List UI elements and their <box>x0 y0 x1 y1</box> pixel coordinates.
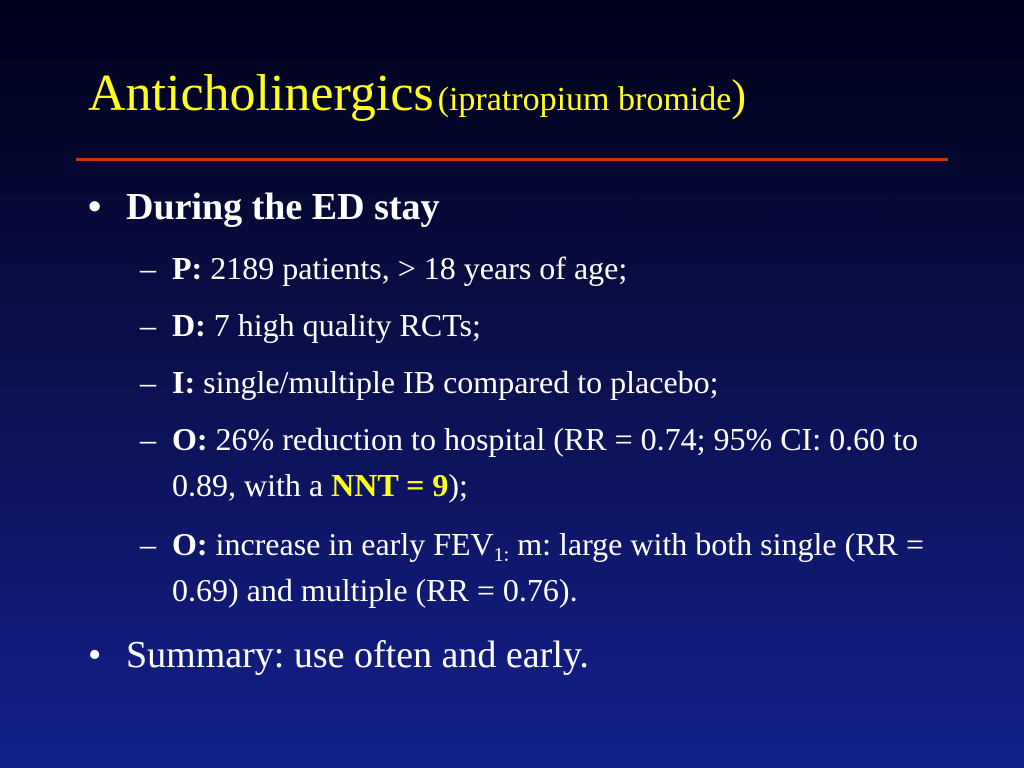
title-subtitle: (ipratropium bromide <box>437 81 732 118</box>
bullet-marker: • <box>88 186 102 228</box>
sub-item-outcome-hospital <box>140 416 940 508</box>
sub-item-label: I: <box>172 364 196 400</box>
sub-item-label: O: <box>172 421 208 457</box>
slide-title <box>88 65 746 122</box>
title-divider <box>76 158 948 161</box>
sub-item-text: 26% reduction to hospital (RR = 0.74; 95% CI: 0.60 to 0.89, with a <box>172 421 918 503</box>
sub-item-population <box>140 245 940 291</box>
sub-item-text: increase in early FEV <box>207 526 494 562</box>
sub-item-intervention <box>140 359 940 405</box>
sub-item-text-end: m: large with both single (RR = 0.69) and multiple (RR = 0.76). <box>172 526 924 608</box>
dash-marker: – <box>140 421 156 457</box>
dash-marker: – <box>140 250 156 286</box>
bullet-text: Summary: use often and early. <box>126 634 589 676</box>
sub-item-outcome-fev <box>140 521 940 613</box>
sub-item-label: P: <box>172 250 203 286</box>
title-main: Anticholinergics <box>88 65 434 122</box>
dash-marker: – <box>140 526 156 562</box>
sub-item-label: O: <box>172 526 208 562</box>
bullet-summary <box>88 636 589 674</box>
sub-item-text-end: ); <box>448 467 468 503</box>
sub-item-design <box>140 302 940 348</box>
fev-subscript: 1: <box>493 544 510 566</box>
dash-marker: – <box>140 364 156 400</box>
nnt-highlight: NNT = 9 <box>331 467 449 503</box>
bullet-ed-stay <box>88 188 440 226</box>
dash-marker: – <box>140 307 156 343</box>
bullet-marker: • <box>88 634 102 676</box>
title-close-paren: ) <box>731 71 746 120</box>
bullet-text: During the ED stay <box>126 186 440 228</box>
sub-item-text: single/multiple IB compared to placebo; <box>195 364 719 400</box>
sub-item-text: 7 high quality RCTs; <box>205 307 481 343</box>
sub-item-label: D: <box>172 307 206 343</box>
sub-item-text: 2189 patients, > 18 years of age; <box>202 250 628 286</box>
